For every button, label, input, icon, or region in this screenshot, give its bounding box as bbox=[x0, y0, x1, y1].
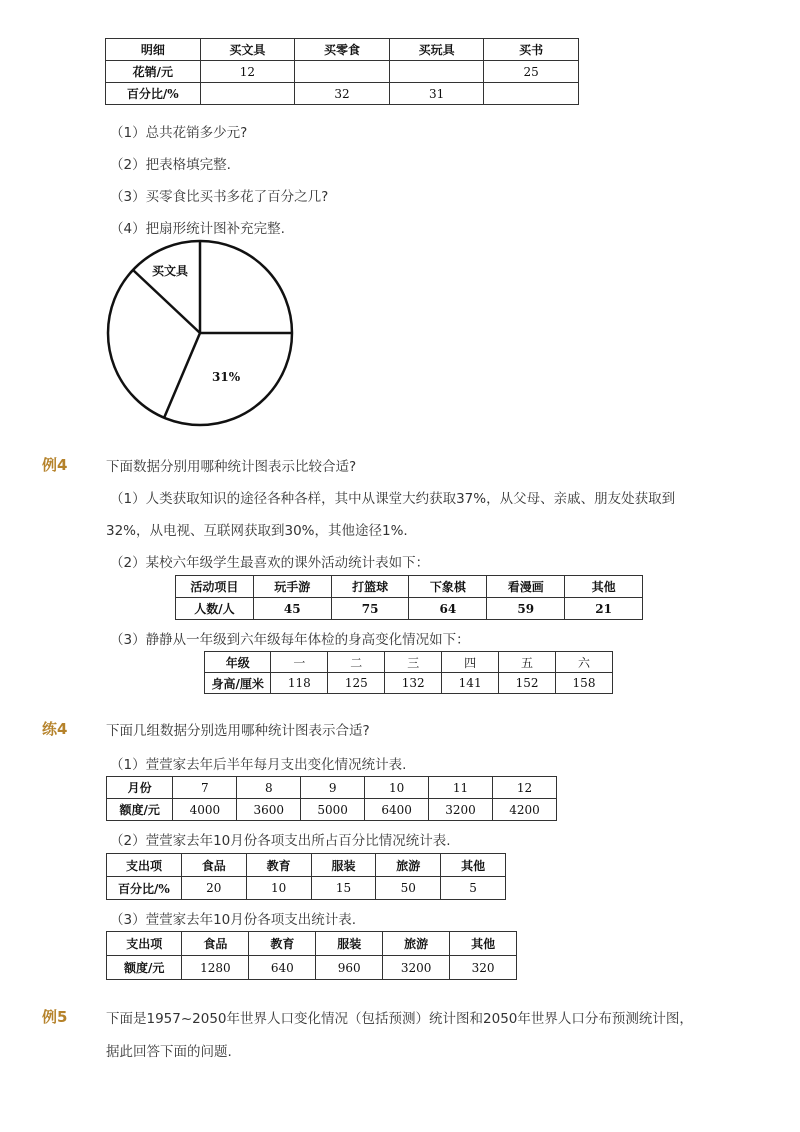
table-cell: 64 bbox=[409, 598, 487, 620]
table-cell: 152 bbox=[499, 673, 556, 694]
table-cell bbox=[389, 61, 484, 83]
header-cell: 二 bbox=[328, 652, 385, 673]
height-table bbox=[204, 651, 613, 694]
table-cell: 320 bbox=[450, 956, 517, 980]
table-cell: 59 bbox=[487, 598, 565, 620]
table-cell: 1280 bbox=[182, 956, 249, 980]
header-cell: 六 bbox=[556, 652, 613, 673]
row-label: 额度/元 bbox=[107, 799, 173, 821]
table-cell: 3600 bbox=[237, 799, 301, 821]
header-cell: 玩手游 bbox=[253, 576, 331, 598]
row-label: 花销/元 bbox=[106, 61, 201, 83]
header-cell: 9 bbox=[301, 777, 365, 799]
header-cell: 看漫画 bbox=[487, 576, 565, 598]
example-4-q2: （2）某校六年级学生最喜欢的课外活动统计表如下： bbox=[110, 555, 430, 571]
header-cell: 支出项 bbox=[107, 854, 182, 877]
table-cell: 118 bbox=[271, 673, 328, 694]
table-cell: 10 bbox=[246, 877, 311, 900]
table-cell: 32 bbox=[295, 83, 390, 105]
table-cell: 50 bbox=[376, 877, 441, 900]
header-cell: 其他 bbox=[441, 854, 506, 877]
header-cell: 买书 bbox=[484, 39, 579, 61]
row-label: 身高/厘米 bbox=[205, 673, 271, 694]
question-2: （2）把表格填完整. bbox=[110, 157, 231, 173]
pie-divider-bottom bbox=[164, 333, 200, 418]
question-3: （3）买零食比买书多花了百分之几? bbox=[110, 189, 329, 205]
table-cell: 20 bbox=[181, 877, 246, 900]
header-cell: 旅游 bbox=[383, 932, 450, 956]
header-cell: 打篮球 bbox=[331, 576, 409, 598]
example-4-stem: 下面数据分别用哪种统计图表示比较合适? bbox=[106, 459, 357, 475]
header-cell: 食品 bbox=[182, 932, 249, 956]
pie-label-toy-percent: 31% bbox=[212, 370, 241, 384]
example-4-q3: （3）静静从一年级到六年级每年体检的身高变化情况如下： bbox=[110, 632, 470, 648]
practice-4-q2: （2）萱萱家去年10月份各项支出所占百分比情况统计表. bbox=[110, 833, 451, 849]
header-cell: 服装 bbox=[311, 854, 376, 877]
header-cell: 食品 bbox=[181, 854, 246, 877]
practice-4-q1: （1）萱萱家去年后半年每月支出变化情况统计表. bbox=[110, 757, 407, 773]
header-cell: 年级 bbox=[205, 652, 271, 673]
header-cell: 其他 bbox=[450, 932, 517, 956]
monthly-expense-table bbox=[106, 776, 557, 821]
header-cell: 一 bbox=[271, 652, 328, 673]
amount-expense-table bbox=[106, 931, 517, 980]
header-cell: 7 bbox=[173, 777, 237, 799]
header-cell: 11 bbox=[429, 777, 493, 799]
practice-4-q3: （3）萱萱家去年10月份各项支出统计表. bbox=[110, 912, 357, 928]
table-cell: 4000 bbox=[173, 799, 237, 821]
question-1: （1）总共花销多少元? bbox=[110, 125, 248, 141]
header-cell: 买玩具 bbox=[389, 39, 484, 61]
example-4-q1-line1: （1）人类获取知识的途径各种各样，其中从课堂大约获取37%，从父母、亲戚、朋友处获取到 bbox=[110, 491, 676, 507]
example-5-label: 例5 bbox=[42, 1008, 68, 1026]
header-cell: 明细 bbox=[106, 39, 201, 61]
row-label: 额度/元 bbox=[107, 956, 182, 980]
table-cell: 4200 bbox=[492, 799, 556, 821]
table-cell: 141 bbox=[442, 673, 499, 694]
practice-4-label: 练4 bbox=[42, 720, 68, 738]
table-cell: 12 bbox=[200, 61, 295, 83]
table-cell: 132 bbox=[385, 673, 442, 694]
table-cell: 125 bbox=[328, 673, 385, 694]
table-cell: 15 bbox=[311, 877, 376, 900]
example-5-line2: 据此回答下面的问题. bbox=[106, 1044, 232, 1060]
pie-chart bbox=[100, 238, 300, 428]
row-label: 百分比/% bbox=[107, 877, 182, 900]
header-cell: 三 bbox=[385, 652, 442, 673]
header-cell: 买零食 bbox=[295, 39, 390, 61]
pie-divider-left bbox=[133, 270, 200, 333]
header-cell: 教育 bbox=[246, 854, 311, 877]
header-cell: 月份 bbox=[107, 777, 173, 799]
header-cell: 10 bbox=[365, 777, 429, 799]
table-cell: 5 bbox=[441, 877, 506, 900]
table-cell: 960 bbox=[316, 956, 383, 980]
activity-table bbox=[175, 575, 643, 620]
table-cell bbox=[295, 61, 390, 83]
pie-label-stationery: 买文具 bbox=[152, 264, 189, 278]
practice-4-stem: 下面几组数据分别选用哪种统计图表示合适? bbox=[106, 723, 370, 739]
table-cell: 25 bbox=[484, 61, 579, 83]
example-5-line1: 下面是1957~2050年世界人口变化情况（包括预测）统计图和2050年世界人口分布预测统计图， bbox=[106, 1011, 693, 1027]
header-cell: 12 bbox=[492, 777, 556, 799]
question-4: （4）把扇形统计图补充完整. bbox=[110, 221, 285, 237]
table-cell: 640 bbox=[249, 956, 316, 980]
table-cell bbox=[484, 83, 579, 105]
table-cell: 6400 bbox=[365, 799, 429, 821]
table-cell: 21 bbox=[565, 598, 643, 620]
header-cell: 活动项目 bbox=[176, 576, 254, 598]
header-cell: 教育 bbox=[249, 932, 316, 956]
table-cell: 3200 bbox=[429, 799, 493, 821]
header-cell: 其他 bbox=[565, 576, 643, 598]
header-cell: 旅游 bbox=[376, 854, 441, 877]
header-cell: 支出项 bbox=[107, 932, 182, 956]
example-4-label: 例4 bbox=[42, 456, 68, 474]
header-cell: 四 bbox=[442, 652, 499, 673]
percent-expense-table bbox=[106, 853, 506, 900]
table-cell: 75 bbox=[331, 598, 409, 620]
table-cell: 3200 bbox=[383, 956, 450, 980]
header-cell: 买文具 bbox=[200, 39, 295, 61]
table-cell bbox=[200, 83, 295, 105]
header-cell: 8 bbox=[237, 777, 301, 799]
table-cell: 45 bbox=[253, 598, 331, 620]
example-4-q1-line2: 32%，从电视、互联网获取到30%，其他途径1%. bbox=[106, 523, 408, 539]
table-cell: 158 bbox=[556, 673, 613, 694]
header-cell: 下象棋 bbox=[409, 576, 487, 598]
spending-table bbox=[105, 38, 579, 105]
table-cell: 5000 bbox=[301, 799, 365, 821]
header-cell: 五 bbox=[499, 652, 556, 673]
row-label: 百分比/% bbox=[106, 83, 201, 105]
row-label: 人数/人 bbox=[176, 598, 254, 620]
table-cell: 31 bbox=[389, 83, 484, 105]
header-cell: 服装 bbox=[316, 932, 383, 956]
